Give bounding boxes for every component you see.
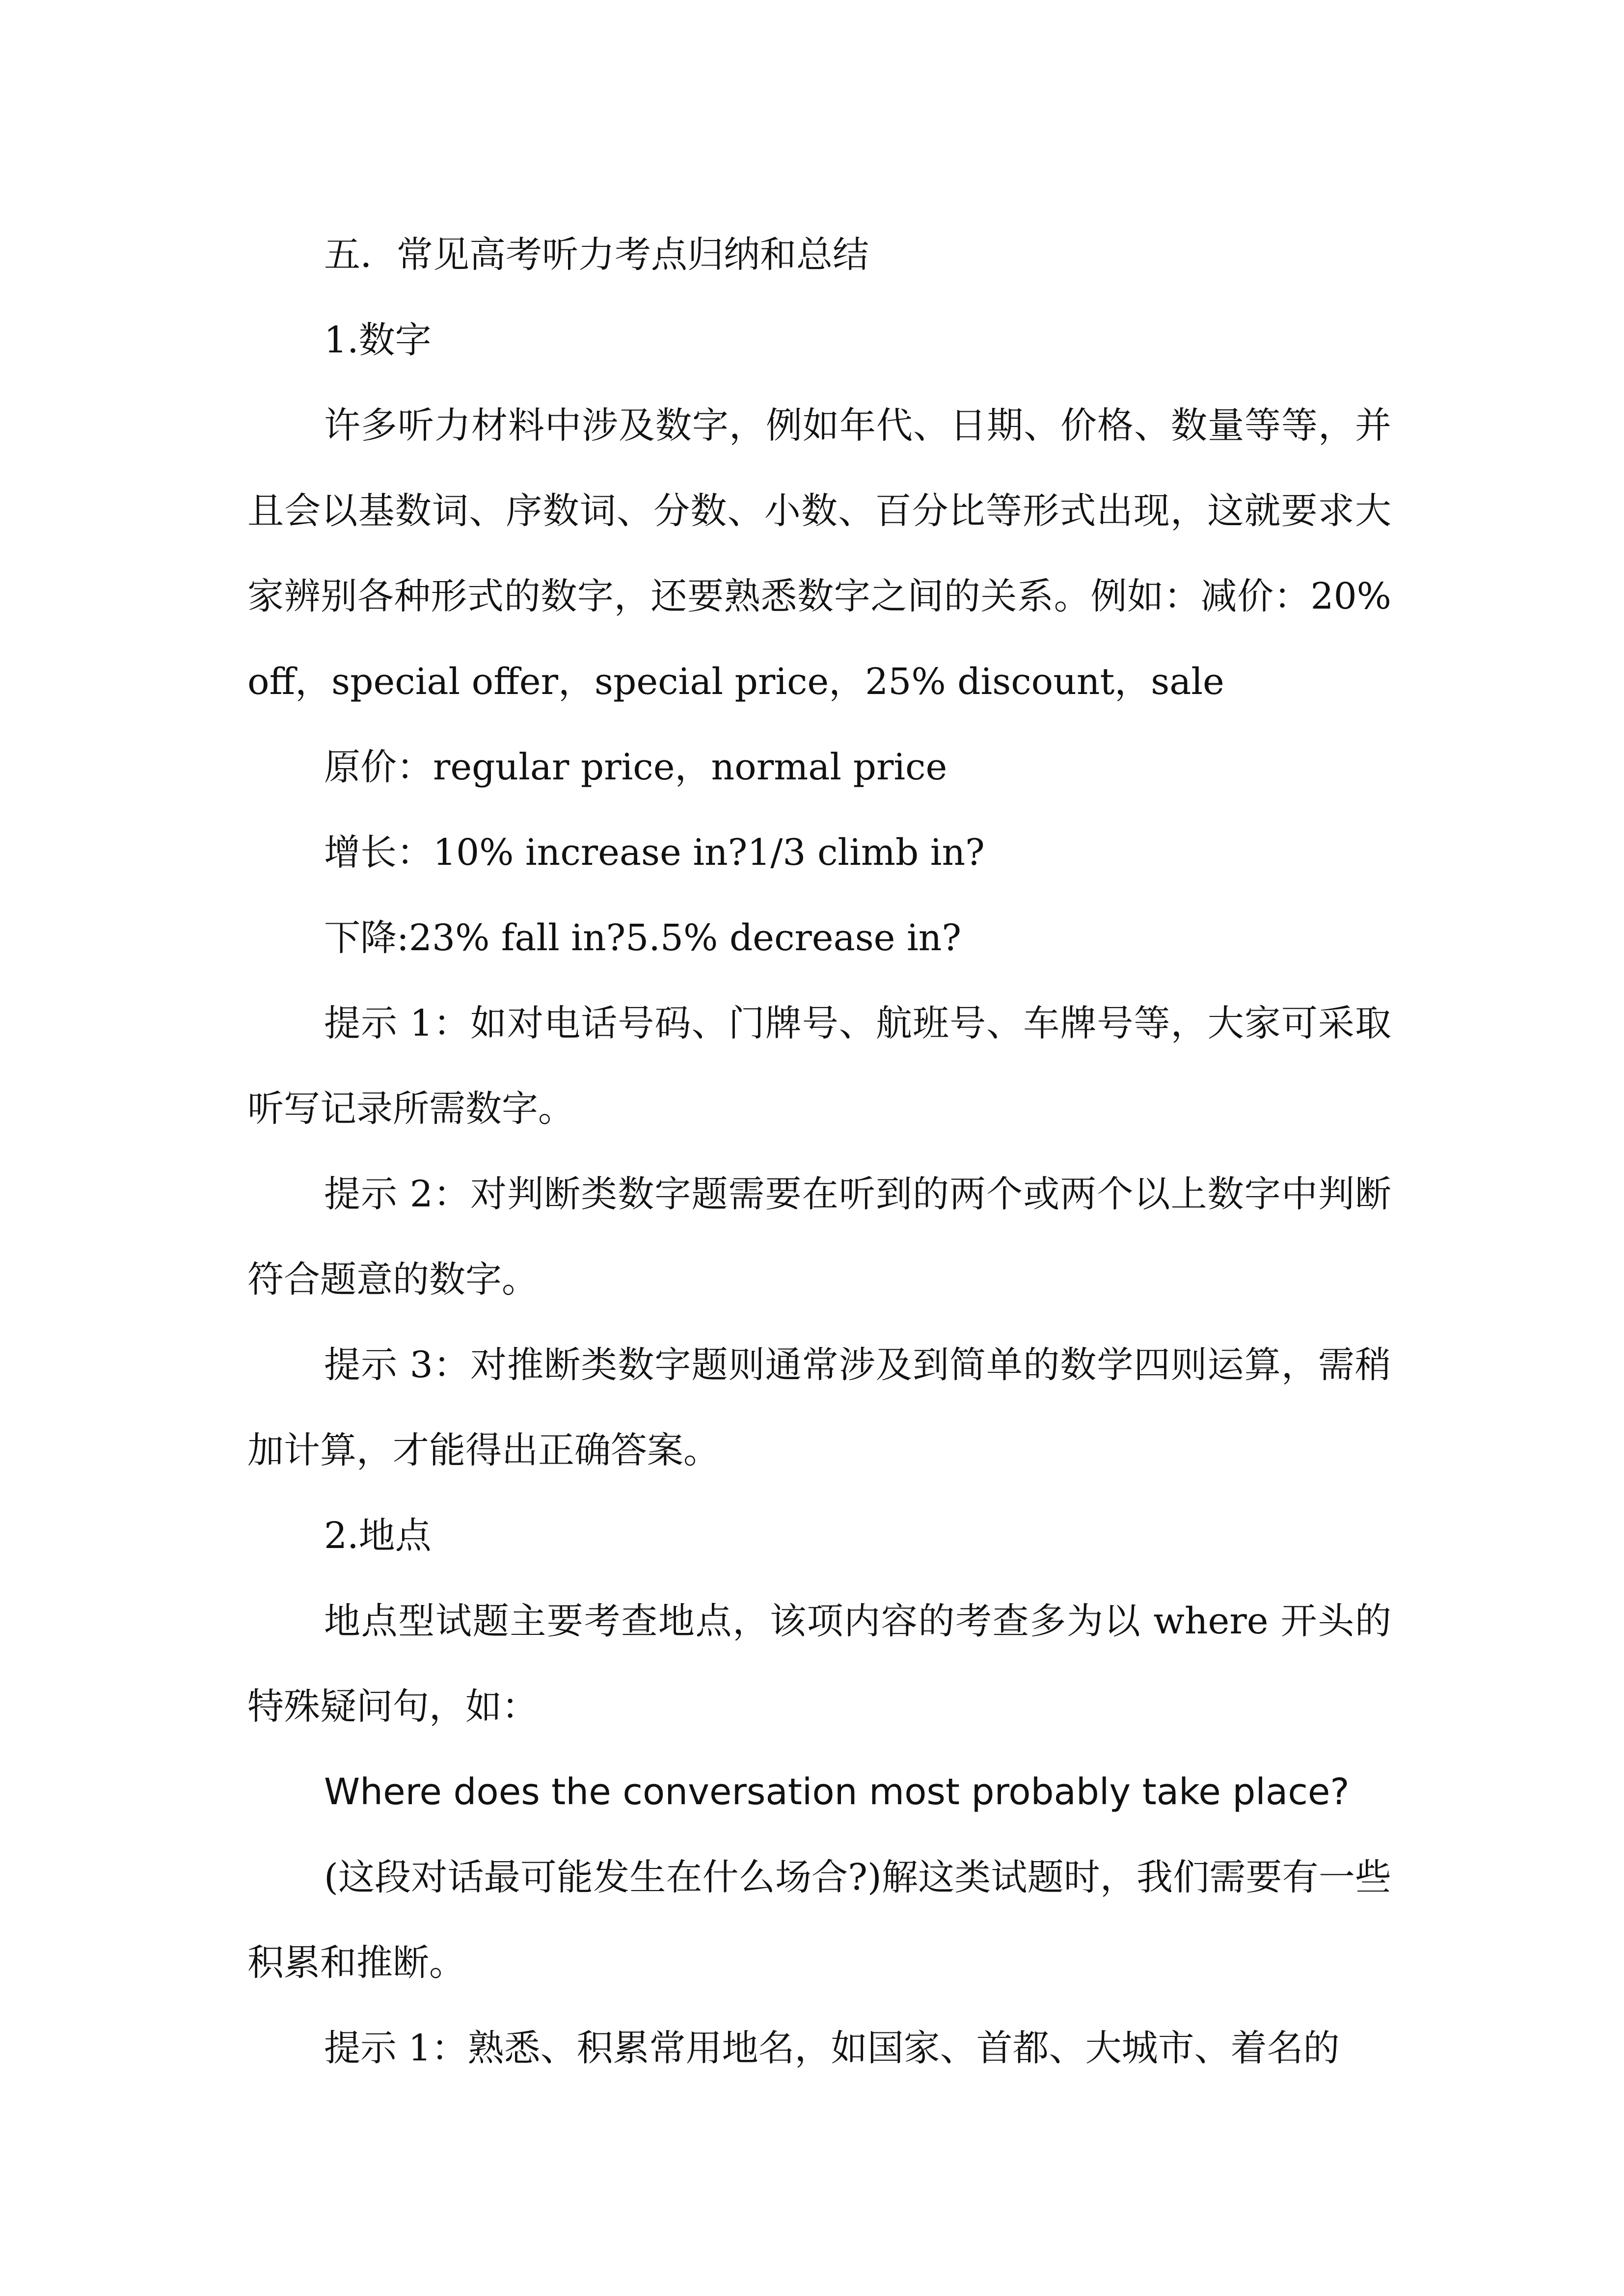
paragraph-numbers-intro: 许多听力材料中涉及数字，例如年代、日期、价格、数量等等，并且会以基数词、序数词、分数、小数、百分比等形式出现，这就要求大家辨别各种形式的数字，还要熟悉数字之间的关系。例如：减价：20%off，special offer，special price，25% discount，sale <box>247 404 1391 703</box>
paragraph-example-question: Where does the conversation most probably take place? <box>324 1771 1350 1813</box>
section-heading: 五．常见高考听力考点归纳和总结 <box>324 234 869 276</box>
paragraph-tip-2: 提示 2：对判断类数字题需要在听到的两个或两个以上数字中判断符合题意的数字。 <box>247 1173 1391 1301</box>
document-body <box>247 212 1391 2091</box>
paragraph-location-tip-1: 提示 1：熟悉、积累常用地名，如国家、首都、大城市、着名的 <box>324 2027 1340 2069</box>
paragraph-tip-3: 提示 3：对推断类数字题则通常涉及到简单的数学四则运算，需稍加计算，才能得出正确答案。 <box>247 1344 1391 1471</box>
paragraph-example-translation: (这段对话最可能发生在什么场合?)解这类试题时，我们需要有一些积累和推断。 <box>247 1856 1391 1984</box>
subheading-location: 2.地点 <box>324 1515 432 1557</box>
paragraph-tip-1: 提示 1：如对电话号码、门牌号、航班号、车牌号等，大家可采取听写记录所需数字。 <box>247 1002 1391 1130</box>
subheading-numbers: 1.数字 <box>324 319 432 361</box>
paragraph-location-intro: 地点型试题主要考查地点，该项内容的考查多为以 where 开头的特殊疑问句，如： <box>247 1600 1391 1728</box>
paragraph-decrease: 下降:23% fall in?5.5% decrease in? <box>324 917 961 959</box>
paragraph-original-price: 原价：regular price，normal price <box>324 746 947 788</box>
paragraph-increase: 增长：10% increase in?1/3 climb in? <box>324 831 985 874</box>
